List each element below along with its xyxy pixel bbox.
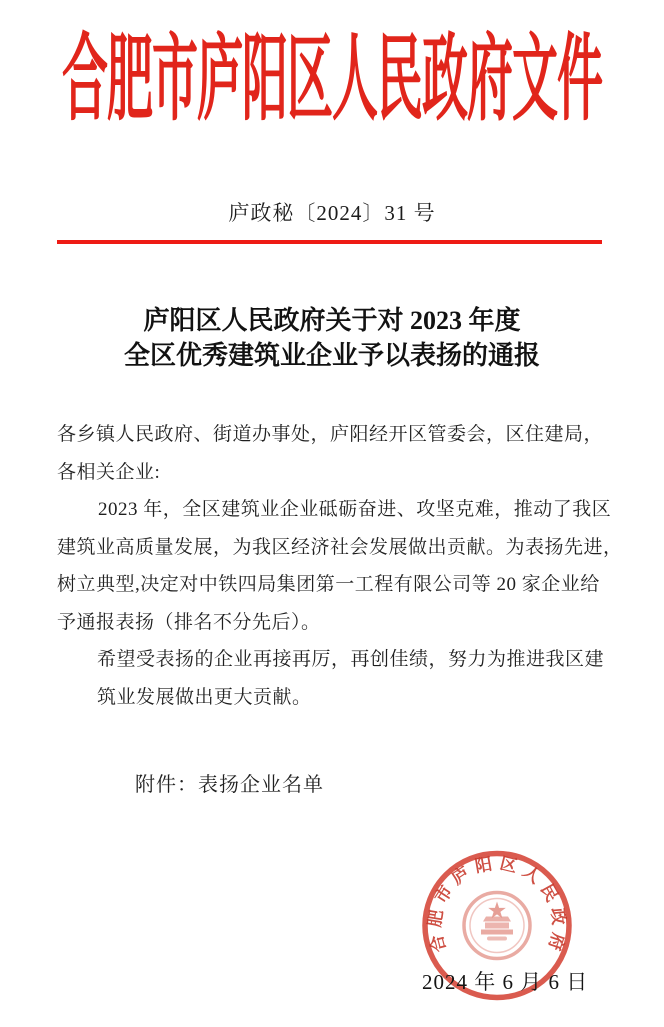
letterhead xyxy=(0,26,664,132)
national-emblem-icon xyxy=(464,893,530,959)
document-title-line2: 全区优秀建筑业企业予以表扬的通报 xyxy=(123,341,540,370)
document-title xyxy=(0,303,664,373)
document-title-line1: 庐阳区人民政府关于对 2023 年度 xyxy=(143,306,521,335)
body-line: 予通报表扬（排名不分先后）。 xyxy=(57,611,321,633)
document-date: 2024 年 6 月 6 日 xyxy=(422,970,589,994)
body-line: 各相关企业: xyxy=(57,461,161,483)
document-body xyxy=(0,416,664,716)
red-divider-line xyxy=(57,240,602,244)
attachment-note: 附件：表扬企业名单 xyxy=(135,774,324,796)
body-line: 树立典型,决定对中铁四局集团第一工程有限公司等 20 家企业给 xyxy=(57,574,600,595)
seal-circular-text: 合肥市庐阳区人民政府 xyxy=(425,853,569,959)
body-line: 建筑业高质量发展，为我区经济社会发展做出贡献。为表扬先进， xyxy=(57,536,623,558)
document-number: 庐政秘〔2024〕31 号 xyxy=(228,201,436,225)
body-line: 2023 年，全区建筑业企业砥砺奋进、攻坚克难，推动了我区 xyxy=(98,499,612,520)
body-line: 筑业发展做出更大贡献。 xyxy=(97,686,312,708)
body-line: 各乡镇人民政府、街道办事处，庐阳经开区管委会，区住建局， xyxy=(57,424,604,445)
body-line: 希望受表扬的企业再接再厉，再创佳绩，努力为推进我区建 xyxy=(97,649,605,670)
letterhead-title: 合肥市庐阳区人民政府文件 xyxy=(62,26,602,132)
